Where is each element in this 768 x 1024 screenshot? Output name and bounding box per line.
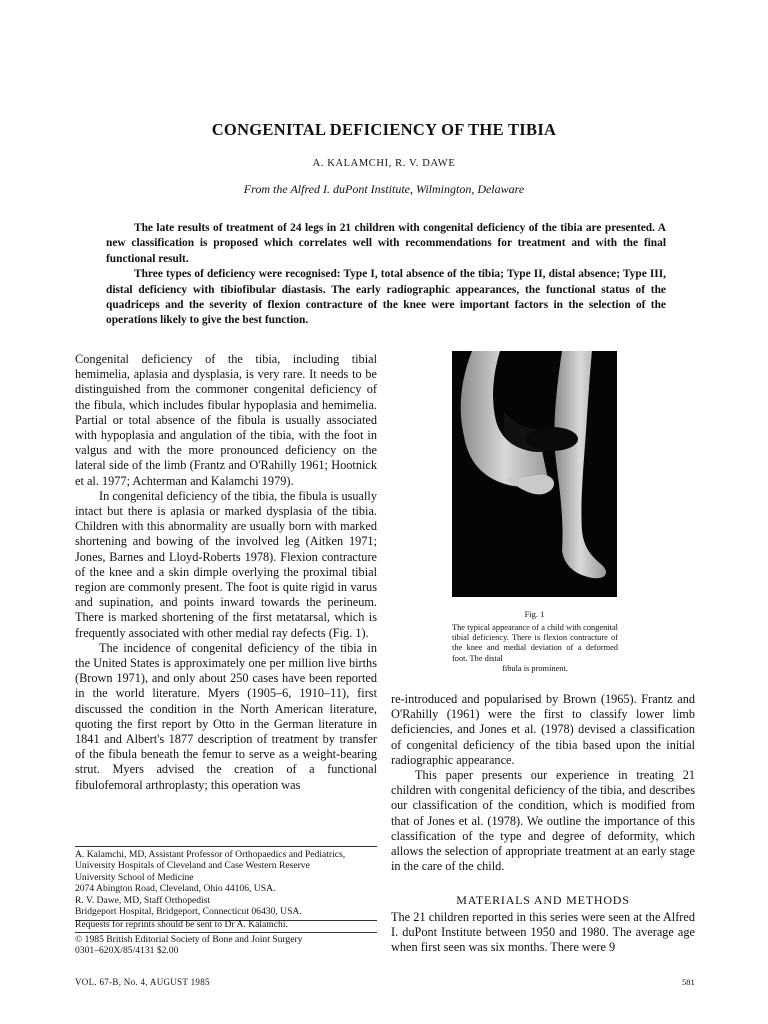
body-paragraph: re-introduced and popularised by Brown (1965). Frantz and O'Rahilly (1961) were the first to classify lower limb deficiencies, and Jones et al. (1978) devised a classification of congenital deficiency of the tibia based upon the initial radiographic appearance. [391, 692, 695, 767]
footnote-line: 2074 Abington Road, Cleveland, Ohio 44106, USA. [75, 882, 276, 894]
footnote-line: A. Kalamchi, MD, Assistant Professor of Orthopaedics and Pediatrics, [75, 849, 346, 860]
footnote-line: © 1985 British Editorial Society of Bone and Joint Surgery [75, 934, 303, 945]
footnote-reprints [75, 919, 377, 930]
figure-caption-last-line: fibula is prominent. [502, 663, 568, 673]
footnote-copyright [75, 934, 377, 957]
body-paragraph: The 21 children reported in this series were seen at the Alfred I. duPont Institute between 1950 and 1980. The average age when first seen was six months. There were 9 [391, 910, 695, 955]
abstract [106, 221, 666, 329]
left-column-body [75, 352, 377, 793]
section-heading: MATERIALS AND METHODS [456, 893, 630, 907]
affiliation: From the Alfred I. duPont Institute, Wilmington, Delaware [243, 182, 525, 196]
body-paragraph: The incidence of congenital deficiency of the tibia in the United States is approximately one per million live births (Brown 1971), and only about 250 cases have been reported in the world literature. Myers (1905–6, 1910–11), first discussed the condition in the North American literature, quoting the first report by Otto in the German literature in 1841 and Albert's 1877 description of treatment by transfer of the fibula beneath the femur to serve as a weight-bearing strut. Myers advised the creation of a functional fibulofemoral arthroplasty; this operation was [75, 640, 377, 792]
methods-body [391, 910, 695, 956]
body-paragraph: This paper presents our experience in treating 21 children with congenital deficiency of the tibia, and describes our classification of the condition, which is modified from that of Jones et al. (1978). We outline the importance of this classification of the type and degree of deformity, which allows the selection of appropriate treatment at an early stage in the care of the child. [391, 768, 695, 874]
body-paragraph: Congenital deficiency of the tibia, including tibial hemimelia, aplasia and dysplasia, is very rare. It needs to be distinguished from the commoner congenital deficiency of the fibula, which includes fibular hypoplasia and hemimelia. Partial or total absence of the fibula is usually associated with hypoplasia and angulation of the tibia, with the foot in valgus and with the more pronounced deficiency on the lateral side of the limb (Frantz and O'Rahilly 1961; Hootnick et al. 1977; Achterman and Kalamchi 1979). [75, 352, 377, 488]
footnote-author-1 [75, 849, 377, 894]
page-number: 581 [682, 977, 695, 987]
figure-label: Fig. 1 [524, 609, 545, 619]
author-line: A. KALAMCHI, R. V. DAWE [312, 158, 456, 169]
footnote-author-2 [75, 895, 377, 918]
footnote-rule [75, 846, 377, 847]
abstract-paragraph: The late results of treatment of 24 legs in 21 children with congenital deficiency of the tibia are presented. A new classification is proposed which correlates well with recommendations for treatment and with the final functional result. [106, 222, 666, 265]
footnote-line: Bridgeport Hospital, Bridgeport, Connecticut 06430, USA. [75, 906, 302, 918]
footnote-line: Requests for reprints should be sent to Dr A. Kalamchi. [75, 919, 288, 930]
figure-caption-text: The typical appearance of a child with congenital tibial deficiency. There is flexion contracture of the knee and medial deviation of a deformed foot. The distal [452, 623, 618, 663]
article-title: CONGENITAL DEFICIENCY OF THE TIBIA [211, 120, 557, 139]
figure-photo-illustration [452, 351, 617, 597]
footnote-line: 0301–620X/85/4131 $2.00 [75, 945, 179, 957]
right-column-body [391, 692, 695, 874]
footnote-line: University Hospitals of Cleveland and Case Western Reserve [75, 860, 310, 872]
figure-caption [452, 623, 618, 674]
figure-photo [452, 351, 617, 597]
footnote-rule [75, 932, 377, 933]
footnote-line: University School of Medicine [75, 871, 194, 883]
abstract-paragraph: Three types of deficiency were recognised: Type I, total absence of the tibia; Type II, distal absence; Type III, distal deficiency with tibiofibular diastasis. The early radiographic appearances, the functional status of the quadriceps and the severity of flexion contracture of the knee were important factors in the selection of the operations likely to give the best function. [106, 268, 666, 327]
body-paragraph: In congenital deficiency of the tibia, the fibula is usually intact but there is aplasia or marked dysplasia of the tibia. Children with this abnormality are usually born with marked shortening and bowing of the involved leg (Aitken 1971; Jones, Barnes and Lloyd-Roberts 1978). Flexion contracture of the knee and a skin dimple overlying the proximal tibial region are commonly present. The foot is quite rigid in varus and supination, and points inward towards the perineum. There is marked shortening of the first metatarsal, which is frequently associated with other medial ray defects (Fig. 1). [75, 488, 377, 640]
journal-footer: VOL. 67-B, No. 4, AUGUST 1985 [75, 977, 210, 987]
footnote-line: R. V. Dawe, MD, Staff Orthopedist [75, 895, 211, 906]
